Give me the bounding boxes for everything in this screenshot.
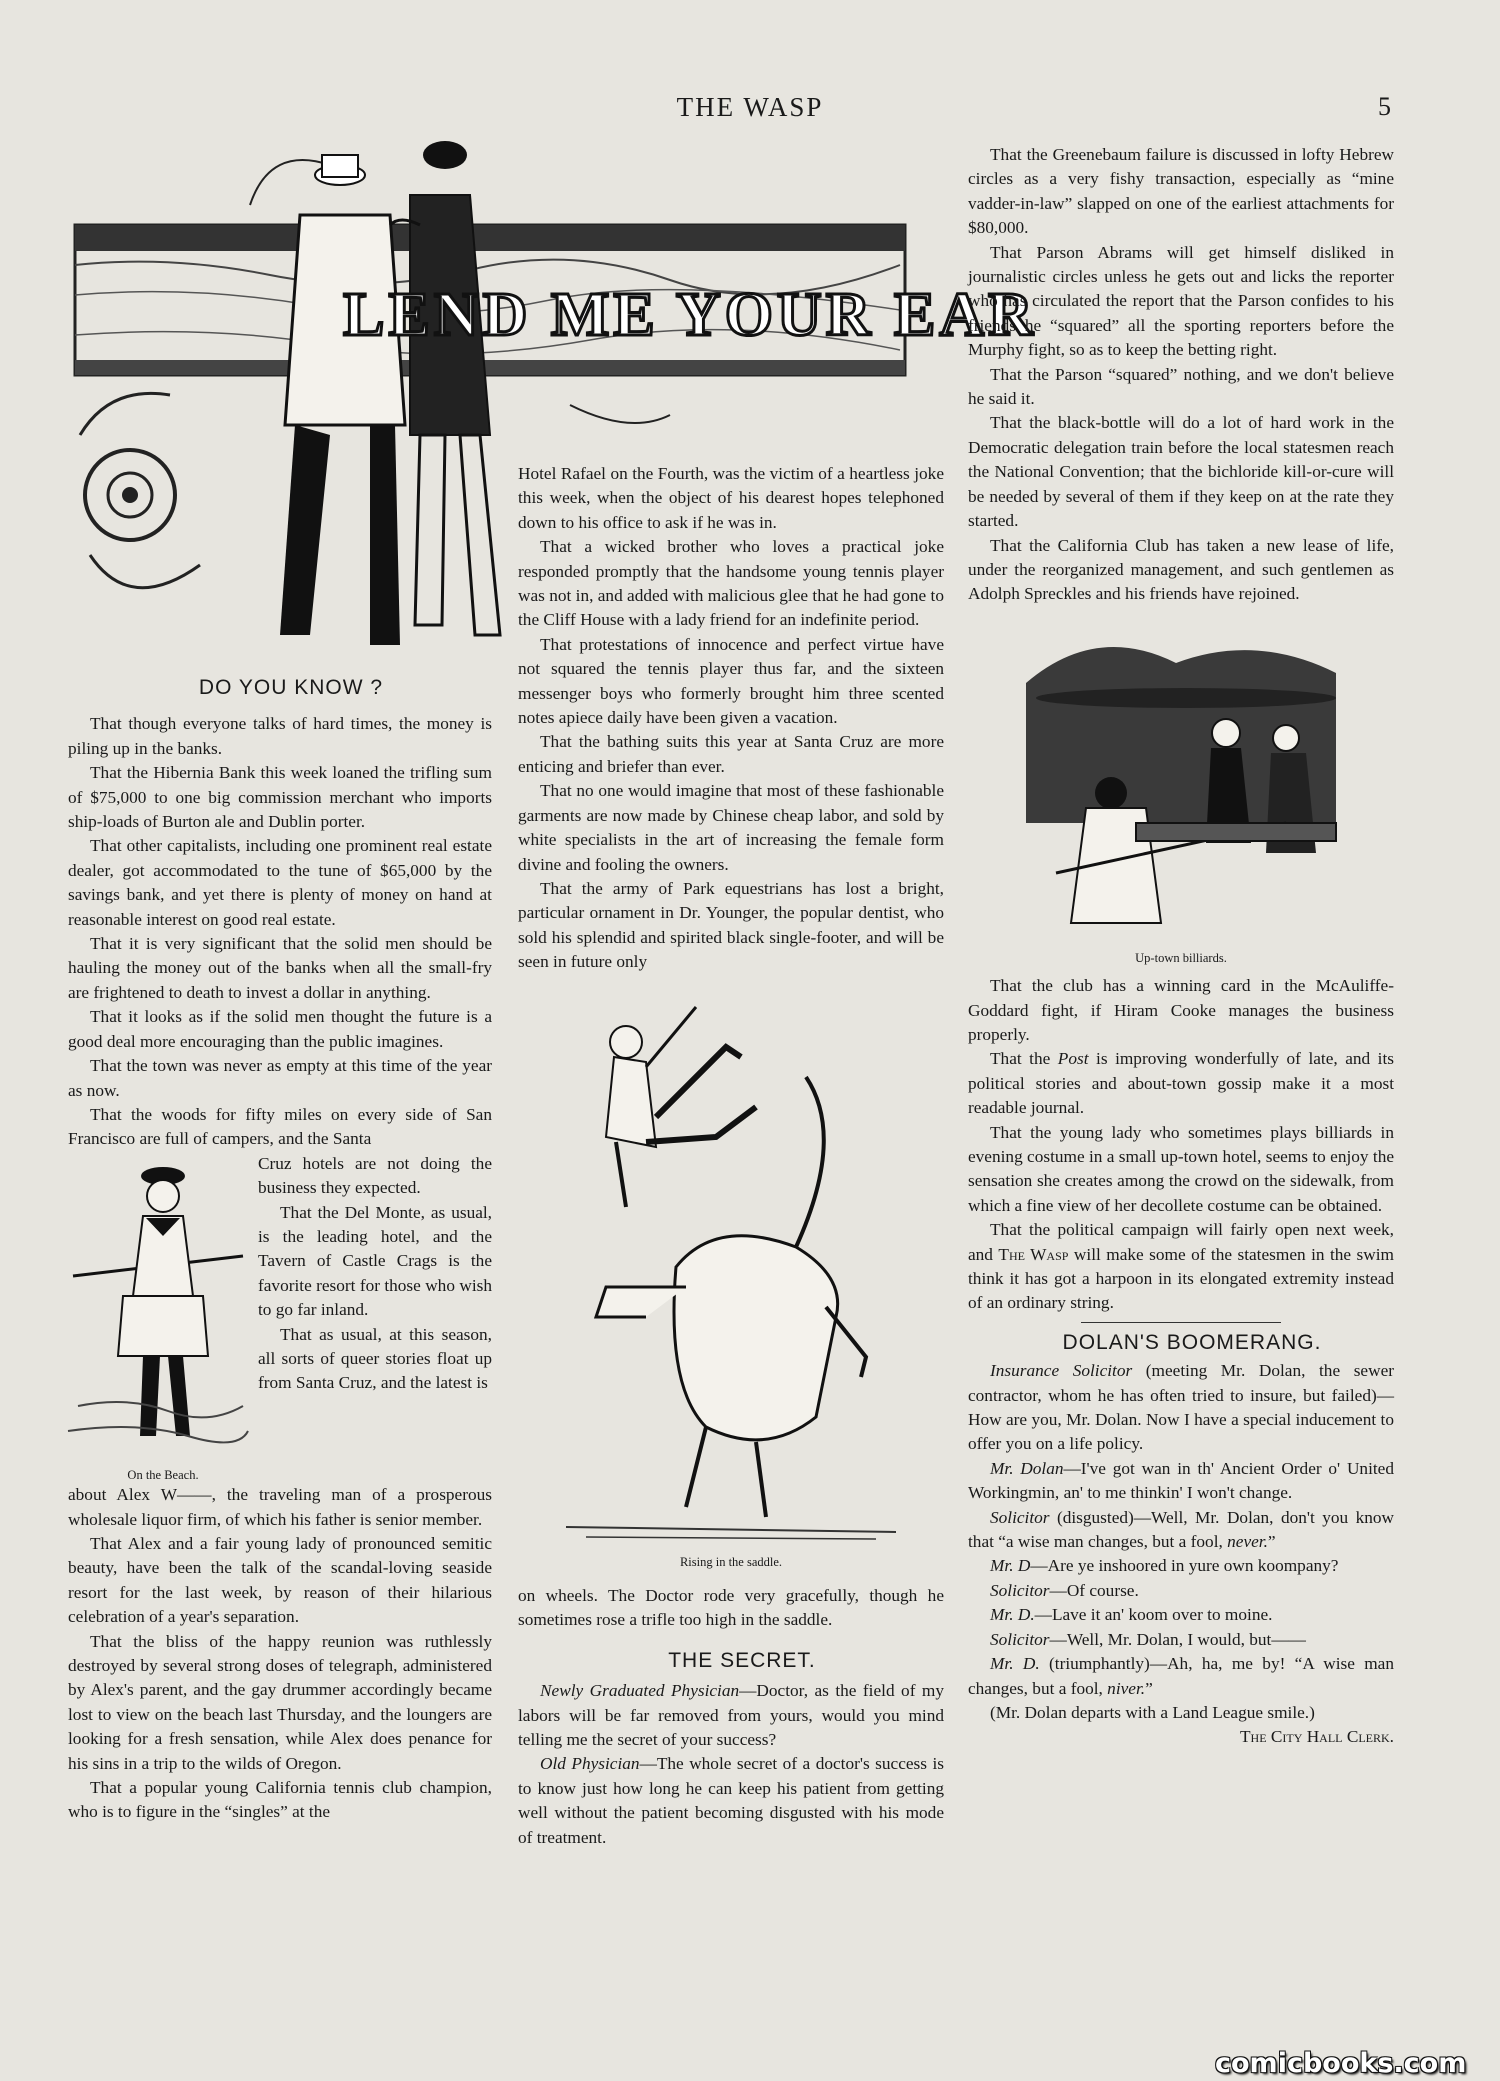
dialogue-line: Mr. D.—Lave it an' koom over to moine. (990, 1605, 1273, 1625)
paragraph: That other capitalists, including one prominent real estate dealer, got accommodated to the tune of $65,000 by the savings bank, and yet there is plenty of money on hand at reasonable interest on good real estate. (68, 836, 492, 929)
paragraph: Hotel Rafael on the Fourth, was the victim of a heartless joke this week, when the object of his dearest hopes telephoned down to his office to ask if he was in. (518, 464, 944, 532)
paragraph: That the bathing suits this year at Santa Cruz are more enticing and briefer than ever. (518, 732, 944, 776)
secret-heading: THE SECRET. (668, 1648, 816, 1672)
paragraph: That protestations of innocence and perfect virtue have not squared the tennis player thus far, and the sixteen messenger boys who formerly brought him three scented notes apiece daily have been given a vacation. (518, 634, 944, 728)
paragraph: That the young lady who sometimes plays billiards in evening costume in a small up-town hotel, seems to enjoy the sensation she creates among the crowd on the sidewalk, from which a fine view of her decollete costume can be obtained. (968, 1122, 1394, 1215)
saddle-caption: Rising in the saddle. (679, 1554, 783, 1569)
divider (1081, 1322, 1281, 1323)
paragraph: That the black-bottle will do a lot of hard work in the Democratic delegation train before the local statesmen reach the National Convention; that the bichloride kill-or-cure will be needed by several of them if they keep on at the rate they started. (968, 413, 1394, 531)
dialogue-line: Solicitor—Of course. (990, 1580, 1139, 1600)
do-you-know-heading: DO YOU KNOW ? (198, 676, 384, 699)
paragraph: That the political campaign will fairly open next week, and The Wasp will make some of the statesmen in the swim think it has got a harpoon in its elongated extremity instead of an ordinary string. (968, 1220, 1395, 1313)
dialogue-line: Mr. D—Are ye inshoored in yure own koompany? (990, 1556, 1339, 1576)
paragraph: That the Greenebaum failure is discussed in lofty Hebrew circles as a very fishy transaction, especially as “mine vadder-in-law” slapped on one of the earliest attachments for $80,000. (968, 145, 1394, 238)
paragraph: That it looks as if the solid men thought the future is a good deal more encouraging than the public imagines. (68, 1007, 492, 1051)
paragraph: That the town was never as empty at this time of the year as now. (68, 1056, 492, 1100)
paragraph: That the club has a winning card in the McAuliffe-Goddard fight, if Hiram Cooke manages the business properly. (968, 976, 1394, 1044)
paragraph: That though everyone talks of hard times, the money is piling up in the banks. (68, 714, 492, 758)
paragraph: That Alex and a fair young lady of pronounced semitic beauty, have been the talk of the scandal-loving seaside resort for the last week, by reason of their hilarious celebration of a year's separation. (68, 1533, 492, 1627)
paragraph: That the Post is improving wonderfully of late, and its political stories and about-town gossip make it a most readable journal. (968, 1049, 1394, 1118)
paragraph: That the woods for fifty miles on every side of San Francisco are full of campers, and the Santa (68, 1104, 492, 1149)
paragraph: Cruz hotels are not doing the business they expected. (258, 1153, 492, 1198)
dialogue-line: Newly Graduated Physician—Doctor, as the field of my labors will be far removed from yours, would you mind telling me the secret of your success? (518, 1681, 944, 1749)
paragraph: That the bliss of the happy reunion was ruthlessly destroyed by several strong doses of telegraph, administered by Alex's parent, and the gay drummer accordingly became lost to view on the beach last Thursday, and the loungers are looking for a fresh sensation, while Alex does penance for his sins in a trip to the wilds of Oregon. (68, 1631, 492, 1773)
masthead-title: LEND ME YOUR EAR (343, 281, 1037, 349)
beach-illustration (68, 1152, 258, 1483)
paragraph: That Parson Abrams will get himself disliked in journalistic circles unless he gets out and licks the reporter who has circulated the report that the Parson confides to his friends he “squared” all the sporting reporters before the Murphy fight, so as to keep the betting right. (968, 242, 1394, 360)
left-column (68, 676, 492, 1825)
site-watermark: comicbooks.com (1215, 2048, 1467, 2079)
paragraph: That the California Club has taken a new lease of life, under the reorganized management, and such gentlemen as Adolph Spreckles and his friends have rejoined. (968, 535, 1394, 604)
speaker: Newly Graduated Physician (540, 1681, 740, 1701)
page-number: 5 (1378, 92, 1391, 121)
billiards-caption: Up-town billiards. (1135, 951, 1227, 966)
dialogue-line: Solicitor—Well, Mr. Dolan, I would, but—— (990, 1629, 1306, 1649)
dialogue-line: Mr. D. (triumphantly)—Ah, ha, me by! “A wise man changes, but a fool, niver.” (968, 1654, 1394, 1698)
dialogue-line: Solicitor (disgusted)—Well, Mr. Dolan, don't you know that “a wise man changes, but a fool, never.” (968, 1507, 1394, 1552)
paragraph: That the Parson “squared” nothing, and we don't believe he said it. (968, 364, 1394, 409)
paragraph: That it is very significant that the solid men should be hauling the money out of the banks when all the small-fry are frightened to death to invest a dollar in anything. (68, 934, 492, 1002)
signature: The City Hall Clerk. (1239, 1727, 1394, 1747)
billiards-drawing (1016, 623, 1346, 943)
stage-direction: (Mr. Dolan departs with a Land League smile.) (990, 1702, 1315, 1722)
paragraph: That the Hibernia Bank this week loaned the trifling sum of $75,000 to one big commission merchant who imports ship-loads of Burton ale and Dublin porter. (68, 763, 492, 832)
dialogue-line: Old Physician—The whole secret of a doctor's success is to know just how long he can keep his patient from getting well without the patient becoming disgusted with his mode of treatment. (518, 1754, 945, 1847)
woman-on-beach-drawing (68, 1156, 248, 1456)
publication-title: THE WASP (676, 92, 824, 122)
paragraph: That a popular young California tennis club champion, who is to figure in the “singles” at the (68, 1778, 492, 1822)
paragraph: about Alex W——, the traveling man of a prosperous wholesale liquor firm, of which his father is senior member. (68, 1485, 492, 1529)
right-column (968, 143, 1394, 1750)
paragraph: That as usual, at this season, all sorts of queer stories float up from Santa Cruz, and the latest is (258, 1324, 492, 1393)
paragraph: That no one would imagine that most of these fashionable garments are now made by Chinese cheap labor, and sold by white specialists in the art of increasing the female form divine and fooling the owners. (518, 781, 944, 874)
paragraph: on wheels. The Doctor rode very gracefully, though he sometimes rose a trifle too high in the saddle. (518, 1585, 944, 1630)
dialogue-line: Mr. Dolan—I've got wan in th' Ancient Order o' United Workingmin, an' to me thinkin' I won't change. (968, 1458, 1394, 1503)
beach-caption: On the Beach. (127, 1468, 199, 1483)
paragraph: That a wicked brother who loves a practical joke responded promptly that the handsome young tennis player was not in, and added with malicious glee that he had gone to the Cliff House with a lady friend for an indefinite period. (518, 537, 944, 630)
dialogue-line: Insurance Solicitor (meeting Mr. Dolan, the sewer contractor, whom he has often tried to insure, but failed)—How are you, Mr. Dolan. Now I have a special inducement to offer you on a life policy. (968, 1361, 1394, 1454)
middle-column (518, 462, 944, 1850)
billiards-illustration (968, 623, 1394, 966)
speaker: Old Physician (540, 1754, 640, 1774)
paragraph: That the Del Monte, as usual, is the leading hotel, and the Tavern of Castle Crags is the favorite resort for those who wish to go far inland. (258, 1202, 492, 1320)
paragraph: That the army of Park equestrians has lost a bright, particular ornament in Dr. Younger, the popular dentist, who sold his splendid and spirited black single-footer, and will be seen in future only (518, 878, 944, 972)
dolan-heading: DOLAN'S BOOMERANG. (1062, 1330, 1322, 1354)
horse-rider-drawing (566, 987, 896, 1547)
saddle-illustration (518, 987, 944, 1570)
